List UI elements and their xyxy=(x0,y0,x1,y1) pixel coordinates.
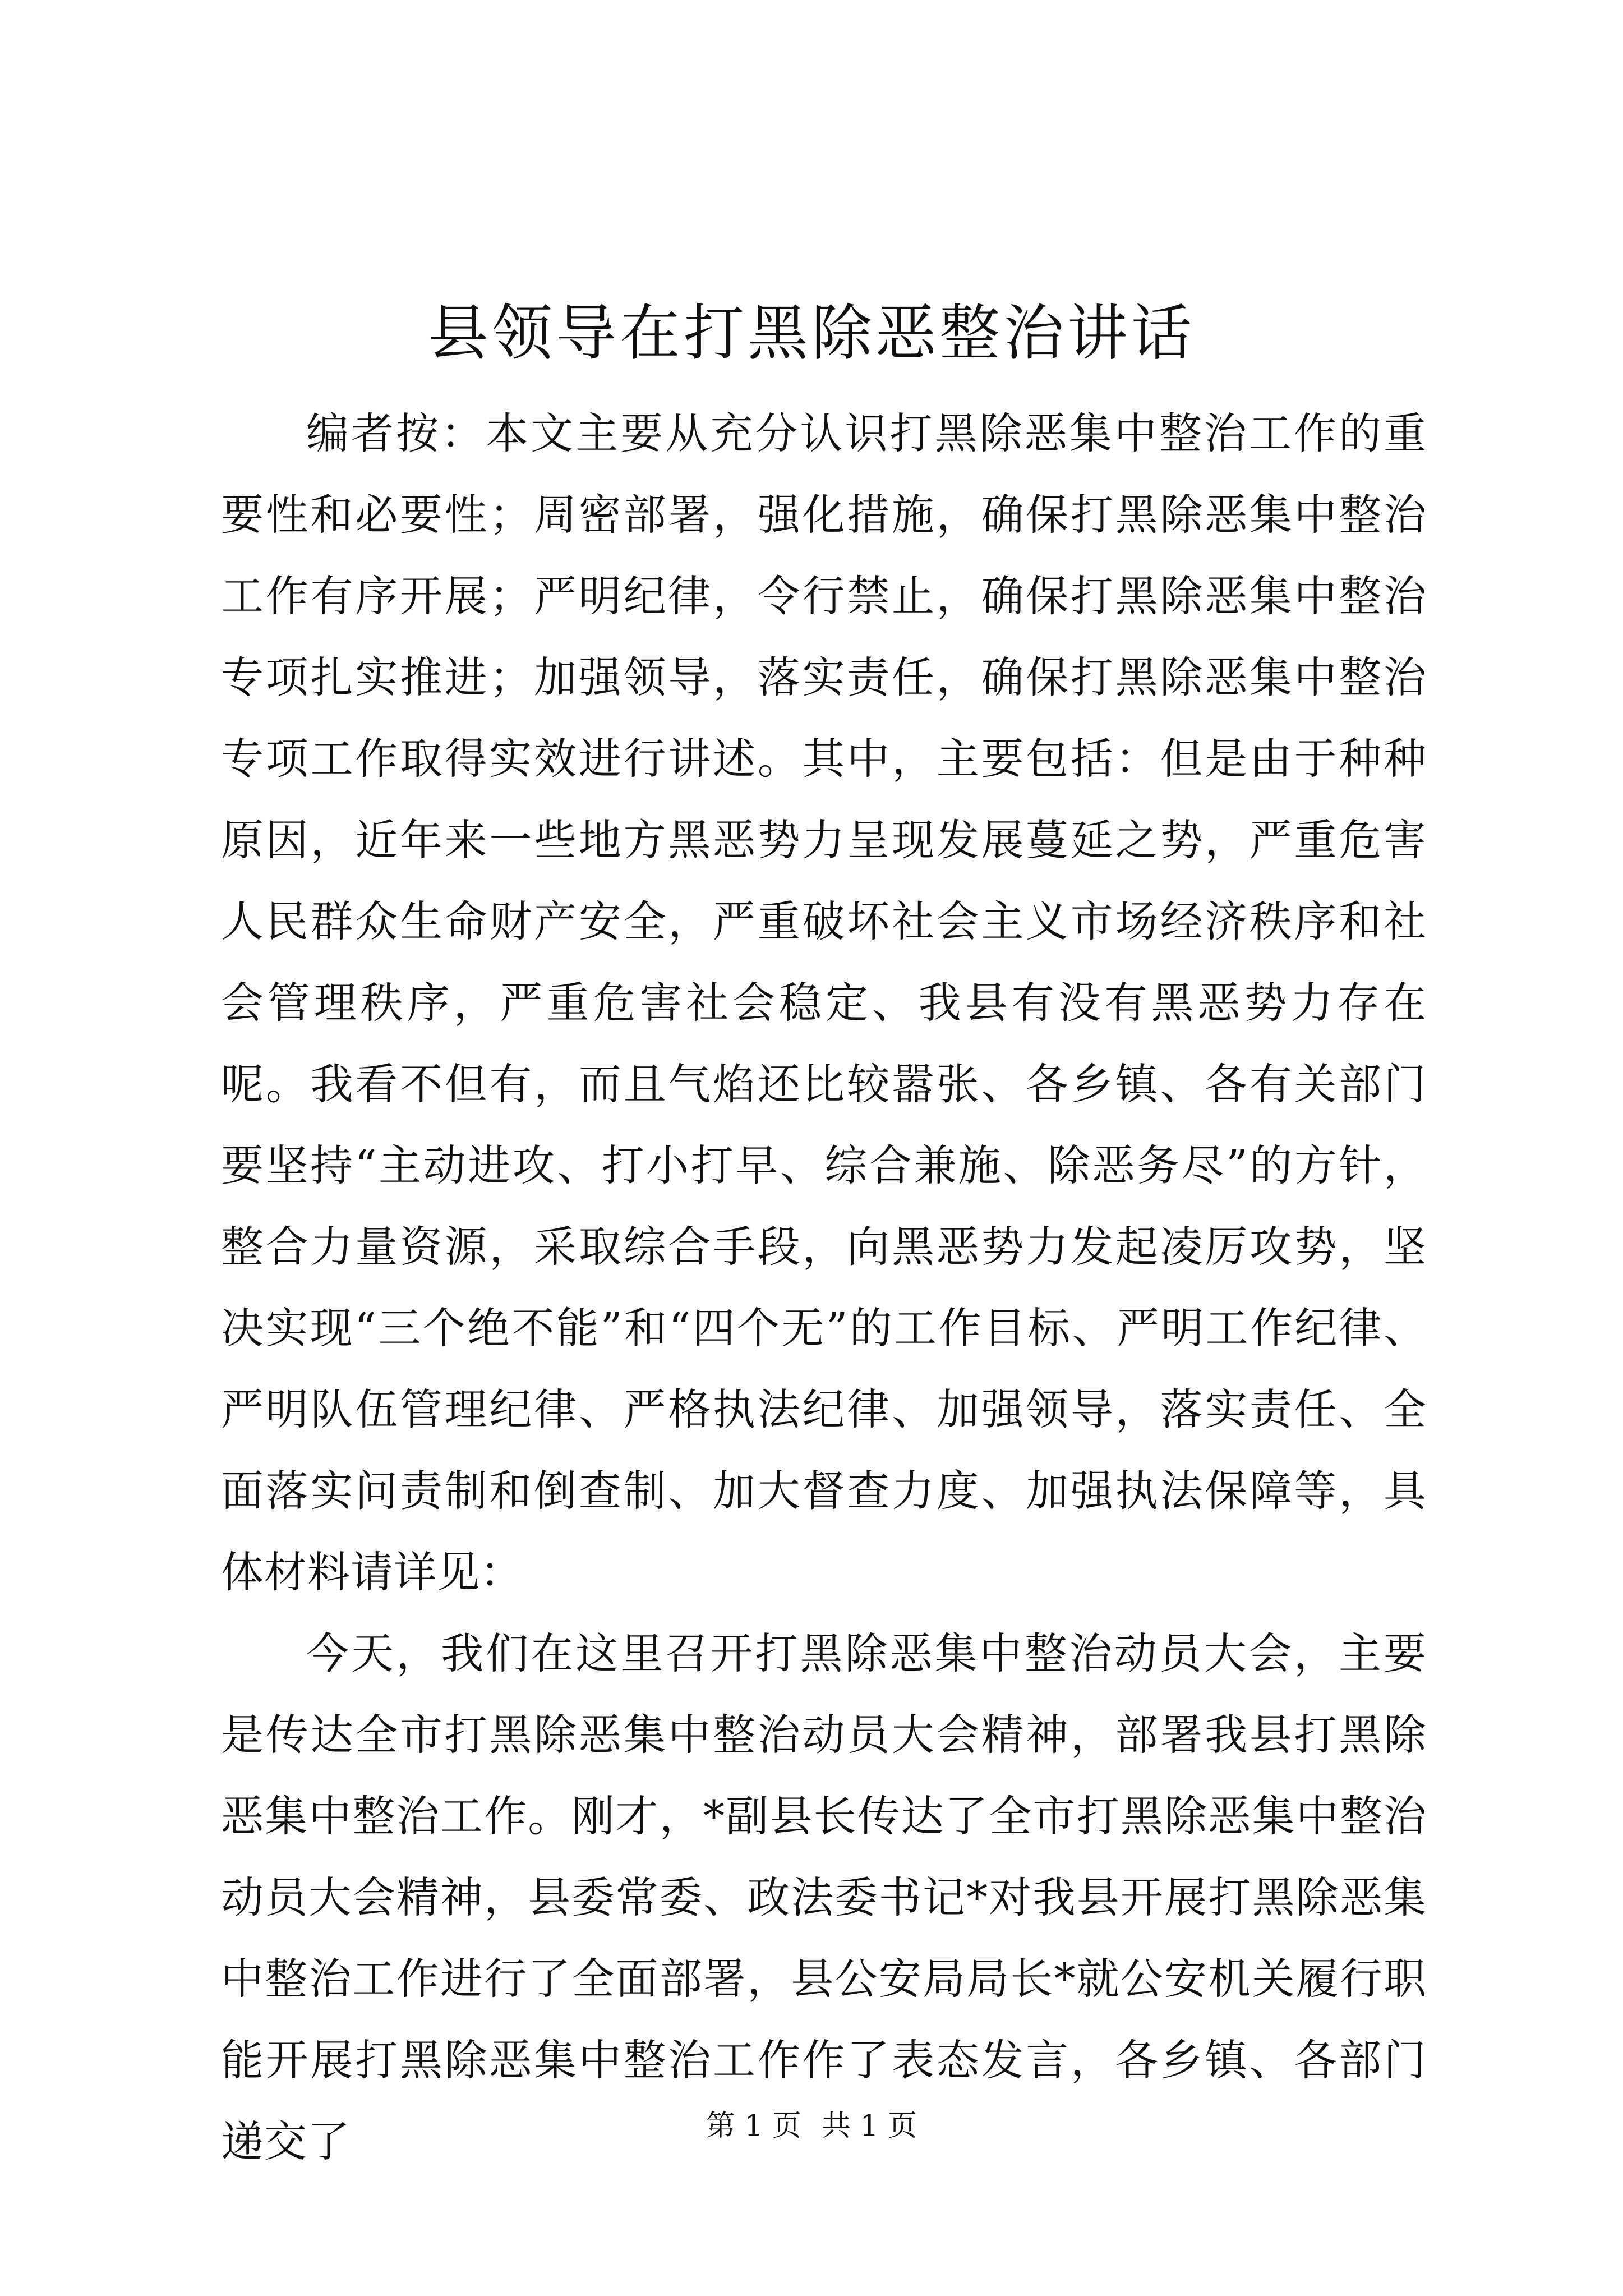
page-footer xyxy=(0,2106,1623,2146)
page-number: 第 1 页 xyxy=(706,2109,801,2143)
document-body xyxy=(221,393,1427,2182)
editor-note-paragraph: 编者按：本文主要从充分认识打黑除恶集中整治工作的重要性和必要性；周密部署，强化措施，确保打黑除恶集中整治工作有序开展；严明纪律，令行禁止，确保打黑除恶集中整治专项扎实推进；加强领导，落实责任，确保打黑除恶集中整治专项工作取得实效进行讲述。其中，主要包括：但是由于种种原因，近年来一些地方黑恶势力呈现发展蔓延之势，严重危害人民群众生命财产安全，严重破坏社会主义市场经济秩序和社会管理秩序，严重危害社会稳定、我县有没有黑恶势力存在呢。我看不但有，而且气焰还比较嚣张、各乡镇、各有关部门要坚持“主动进攻、打小打早、综合兼施、除恶务尽”的方针，整合力量资源，采取综合手段，向黑恶势力发起凌厉攻势，坚决实现“三个绝不能”和“四个无”的工作目标、严明工作纪律、严明队伍管理纪律、严格执法纪律、加强领导，落实责任、全面落实问责制和倒查制、加大督查力度、加强执法保障等，具体材料请详见： xyxy=(221,408,1427,1597)
document-title: 县领导在打黑除恶整治讲话 xyxy=(427,298,1195,369)
page-count: 共 1 页 xyxy=(822,2109,917,2143)
speech-paragraph: 今天，我们在这里召开打黑除恶集中整治动员大会，主要是传达全市打黑除恶集中整治动员大会精神，部署我县打黑除恶集中整治工作。刚才，*副县长传达了全市打黑除恶集中整治动员大会精神，县委常委、政法委书记*对我县开展打黑除恶集中整治工作进行了全面部署，县公安局局长*就公安机关履行职能开展打黑除恶集中整治工作作了表态发言，各乡镇、各部门递交了 xyxy=(221,1628,1427,2166)
